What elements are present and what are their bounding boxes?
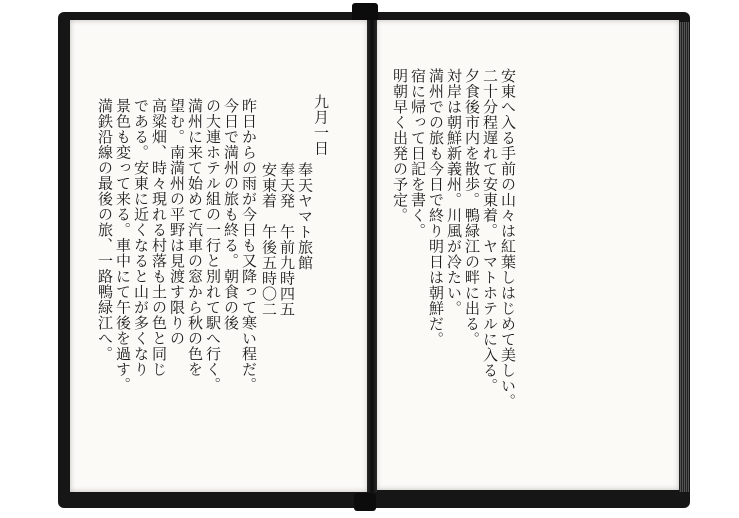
- diary-line: 満州に来て始めて汽車の窓から秋の色を: [186, 98, 204, 377]
- entry-place: 奉天ヤマト旅館: [296, 162, 314, 271]
- departure-line: 奉天発 午前九時四五: [278, 162, 296, 317]
- diary-line: 夕食後市内を散歩。鴨緑江の畔に出る。: [463, 68, 481, 347]
- left-page: [70, 20, 368, 492]
- diary-line: 景色も変って来る。車中にて午後を過す。: [114, 98, 132, 393]
- page-edges: [679, 22, 689, 492]
- arrival-line: 安東着 午後五時〇二: [260, 162, 278, 317]
- entry-date: 九月一日: [312, 94, 330, 156]
- spine-tab-bottom: [354, 493, 376, 511]
- right-page: [376, 20, 679, 490]
- diary-line: 対岸は朝鮮新義州。川風が冷たい。: [445, 68, 463, 316]
- diary-line: 明朝早く出発の予定。: [391, 68, 409, 223]
- diary-line: 安東へ入る手前の山々は紅葉しはじめて美しい。: [499, 68, 517, 409]
- diary-line: 満州での旅も今日で終り明日は朝鮮だ。: [427, 68, 445, 347]
- diary-line: である。安東に近くなると山が多くなり: [132, 98, 150, 377]
- diary-line: 今日で満州の旅も終る。朝食の後: [222, 98, 240, 331]
- diary-line: 高粱畑、時々現れる村落も土の色と同じ: [150, 98, 168, 377]
- diary-line: 望む。南満州の平野は見渡す限りの: [168, 98, 186, 346]
- diary-line: 二十分程遅れて安東着。ヤマトホテルに入る。: [481, 68, 499, 394]
- diary-line: 昨日からの雨が今日も又降って寒い程だ。: [240, 98, 258, 393]
- diary-line: 宿に帰って日記を書く。: [409, 68, 427, 239]
- book-gutter: [367, 20, 377, 492]
- spine-tab-top: [352, 3, 378, 21]
- diary-line: 満鉄沿線の最後の旅、一路鴨緑江へ。: [96, 98, 114, 362]
- diary-line: の大連ホテル組の一行と別れて駅へ行く。: [204, 98, 222, 393]
